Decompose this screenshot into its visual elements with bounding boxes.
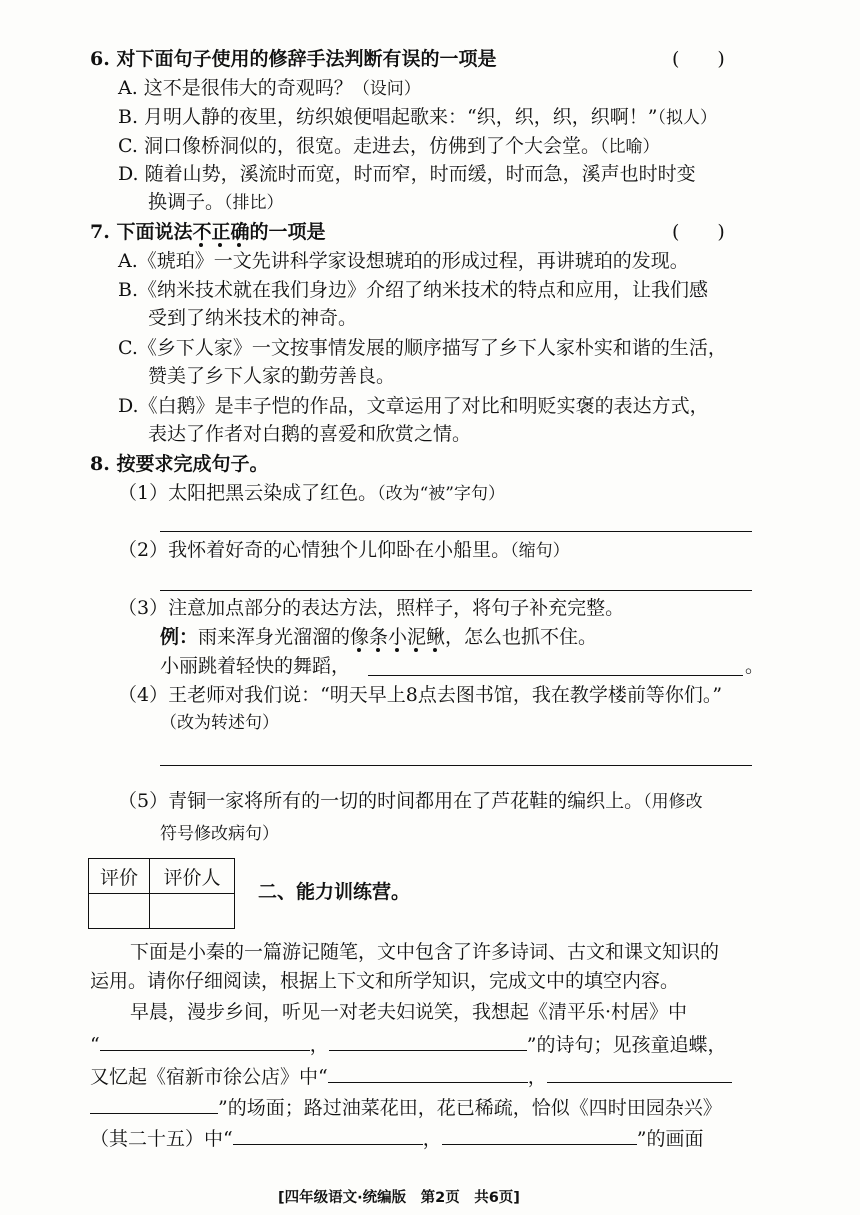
q6-option-a: A. 这不是很伟大的奇观吗？（设问）	[118, 77, 421, 99]
blank-xuxinshi-2b[interactable]	[90, 1097, 218, 1114]
section2-intro-line2: 运用。请你仔细阅读，根据上下文和所学知识，完成文中的填空内容。	[90, 970, 680, 992]
q6-option-d-line2: 换调子。（排比）	[148, 191, 284, 213]
q8-item3-example: 例：雨来浑身光溜溜的像条小泥鳅 ，怎么也抓不住。	[160, 628, 597, 647]
blank-qingpingle-2[interactable]	[329, 1034, 527, 1051]
q6-option-a-note: （设问）	[352, 79, 421, 99]
passage-line2: “ ， ”的诗句；见孩童追蝶，	[90, 1034, 727, 1056]
q8-item4-answer-line[interactable]	[160, 765, 752, 766]
q8-item3-answer-line[interactable]	[368, 675, 743, 676]
passage-line3: 又忆起《宿新市徐公店》中“ ，	[90, 1066, 732, 1087]
blank-qingpingle-1[interactable]	[100, 1034, 310, 1051]
q8-item5: （5）青铜一家将所有的一切的时间都用在了芦花鞋的编织上。（用修改	[118, 790, 703, 812]
q6-answer-paren[interactable]: ( )	[672, 48, 725, 70]
q8-item5-note2: 符号修改病句）	[160, 824, 279, 844]
q6-option-c-note: （比喻）	[599, 137, 660, 157]
q7-option-d-line1: D.《白鹅》是丰子恺的作品，文章运用了对比和明贬实褒的表达方式，	[118, 395, 709, 417]
q8-item4-note: （改为转述句）	[160, 713, 279, 733]
q7-option-a: A.《琥珀》一文先讲科学家设想琥珀的形成过程，再讲琥珀的发现。	[118, 250, 689, 272]
eval-cell-rater[interactable]	[150, 894, 235, 929]
q8-item4: （4）王老师对我们说：“明天早上8点去图书馆，我在教学楼前等你们。”	[118, 684, 723, 706]
passage-line4: ”的场面；路过油菜花田，花已稀疏，恰似《四时田园杂兴》	[90, 1097, 722, 1118]
q6-option-b: B. 月明人静的夜里，纺织娘便唱起歌来：“织，织，织，织啊！”（拟人）	[118, 106, 717, 128]
eval-header-rater: 评价人	[150, 859, 235, 894]
blank-tianyuan-1[interactable]	[233, 1128, 423, 1145]
q7-option-b-line2: 受到了纳米技术的神奇。	[148, 307, 358, 329]
q8-stem: 8. 按要求完成句子。	[90, 453, 269, 475]
q8-item2-answer-line[interactable]	[160, 590, 752, 591]
q6-option-c: C. 洞口像桥洞似的，很宽。走进去，仿佛到了个大会堂。（比喻）	[118, 135, 660, 157]
q8-item3-prompt: 小丽跳着轻快的舞蹈，	[160, 655, 351, 677]
q7-stem: 7. 下面说法不正确 的一项是	[90, 223, 325, 242]
blank-tianyuan-2[interactable]	[442, 1128, 637, 1145]
q6-option-d-line1: D. 随着山势，溪流时而宽，时而窄，时而缓，时而急，溪声也时时变	[118, 163, 696, 185]
section2-title: 二、能力训练营。	[258, 881, 411, 903]
q8-example-emphasis-dotted: 像条小泥鳅	[350, 626, 445, 648]
q8-item1-answer-line[interactable]	[160, 531, 752, 532]
q7-answer-paren[interactable]: ( )	[672, 221, 725, 243]
q7-option-c-line1: C.《乡下人家》一文按事情发展的顺序描写了乡下人家朴实和谐的生活，	[118, 337, 727, 359]
evaluation-table	[88, 858, 235, 929]
q8-item1-note: （改为“被”字句）	[377, 484, 505, 504]
q7-option-b-line1: B.《纳米技术就在我们身边》介绍了纳米技术的特点和应用，让我们感	[118, 279, 709, 301]
q6-option-d-note: （排比）	[224, 193, 284, 213]
section2-intro-line1: 下面是小秦的一篇游记随笔，文中包含了许多诗词、古文和课文知识的	[130, 941, 720, 963]
page-footer: [四年级语文·统编版 第2页 共6页]	[278, 1190, 520, 1206]
q8-item1: （1）太阳把黑云染成了红色。（改为“被”字句）	[118, 482, 505, 504]
q8-item2: （2）我怀着好奇的心情独个儿仰卧在小船里。（缩句）	[118, 539, 570, 561]
q7-option-c-line2: 赞美了乡下人家的勤劳善良。	[148, 365, 396, 387]
q7-emphasis-dotted: 不正确	[192, 221, 249, 243]
eval-cell-rating[interactable]	[89, 894, 150, 929]
passage-line1: 早晨，漫步乡间，听见一对老夫妇说笑，我想起《清平乐·村居》中	[130, 1001, 688, 1023]
blank-xuxinshi-1[interactable]	[328, 1066, 528, 1083]
q8-item3: （3）注意加点部分的表达方法，照样子，将句子补充完整。	[118, 597, 625, 619]
blank-xuxinshi-2a[interactable]	[547, 1066, 732, 1083]
passage-line5: （其二十五）中“ ， ”的画面	[90, 1128, 704, 1150]
q8-item2-note: （缩句）	[510, 541, 570, 561]
q6-stem: 6. 对下面句子使用的修辞手法判断有误的一项是	[90, 48, 497, 70]
q6-option-b-note: （拟人）	[657, 108, 717, 128]
q7-option-d-line2: 表达了作者对白鹅的喜爱和欣赏之情。	[148, 423, 472, 445]
q8-item3-end: 。	[745, 655, 765, 677]
eval-header-rating: 评价	[89, 859, 150, 894]
q8-item5-note1: （用修改	[643, 792, 703, 812]
